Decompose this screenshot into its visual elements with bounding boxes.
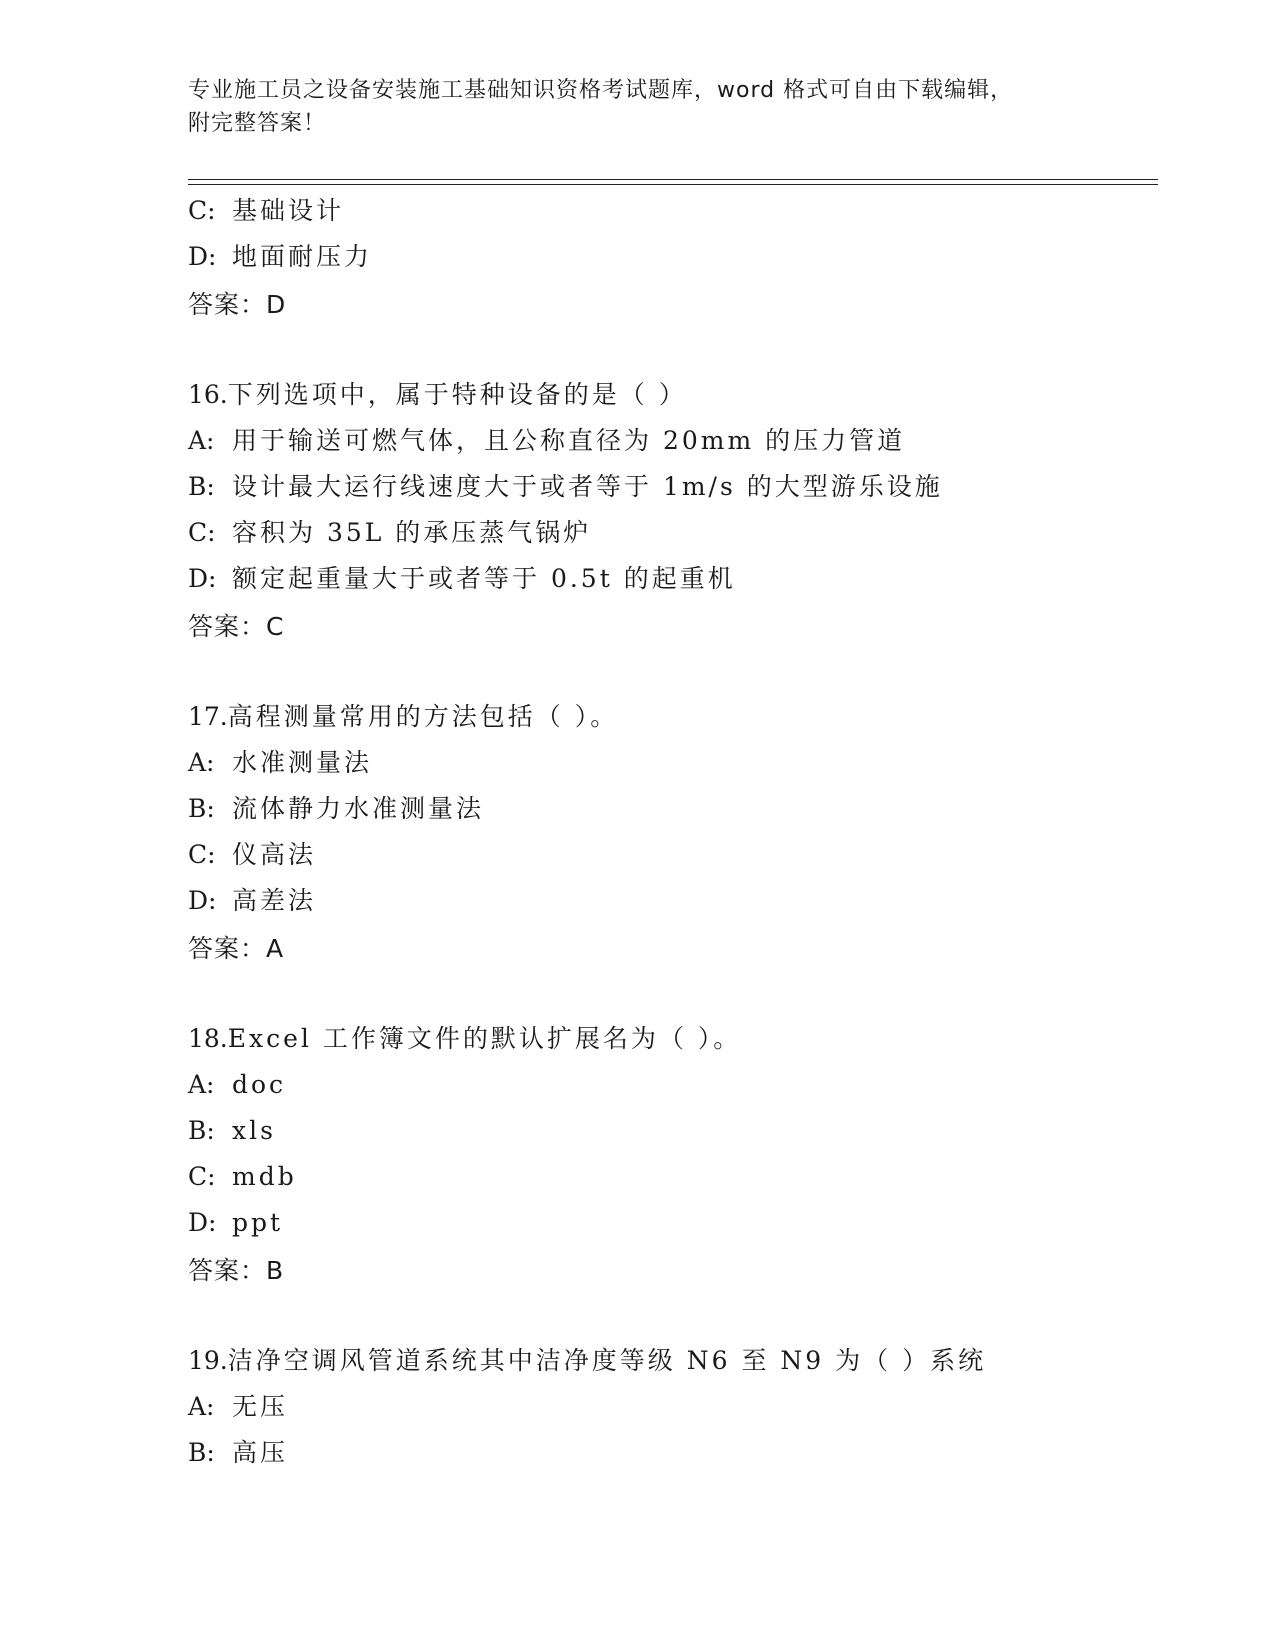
option-a: A: 水准测量法: [188, 748, 373, 777]
option-a: A: 无压: [188, 1392, 289, 1421]
header-line-1: 专业施工员之设备安装施工基础知识资格考试题库，word 格式可自由下载编辑，: [188, 78, 1014, 103]
option-b: B: 流体静力水准测量法: [188, 794, 485, 823]
option-c: C: mdb: [188, 1162, 297, 1191]
question-17-title: 17.高程测量常用的方法包括（ ）。: [188, 702, 619, 731]
header-divider-bottom: [188, 184, 1158, 185]
spacer: [188, 326, 1148, 372]
header-line-2: 附完整答案！: [188, 111, 327, 136]
question-18-title: 18.Excel 工作簿文件的默认扩展名为（ ）。: [188, 1024, 742, 1053]
question-list: [188, 188, 1148, 1476]
answer-line: 答案：A: [188, 934, 285, 963]
option-d: D: 地面耐压力: [188, 242, 373, 271]
option-b: B: 设计最大运行线速度大于或者等于 1m/s 的大型游乐设施: [188, 472, 943, 501]
spacer: [188, 970, 1148, 1016]
option-d: D: ppt: [188, 1208, 284, 1237]
question-16-title: 16.下列选项中，属于特种设备的是（ ）: [188, 380, 687, 409]
spacer: [188, 648, 1148, 694]
option-b: B: 高压: [188, 1438, 289, 1467]
option-c: C: 仪高法: [188, 840, 317, 869]
option-c: C: 基础设计: [188, 196, 345, 225]
option-d: D: 高差法: [188, 886, 317, 915]
option-a: A: 用于输送可燃气体，且公称直径为 20mm 的压力管道: [188, 426, 906, 455]
option-d: D: 额定起重量大于或者等于 0.5t 的起重机: [188, 564, 736, 593]
option-a: A: doc: [188, 1070, 287, 1099]
option-c: C: 容积为 35L 的承压蒸气锅炉: [188, 518, 592, 547]
option-b: B: xls: [188, 1116, 276, 1145]
spacer: [188, 1292, 1148, 1338]
answer-line: 答案：C: [188, 612, 285, 641]
answer-line: 答案：B: [188, 1256, 285, 1285]
answer-line: 答案：D: [188, 290, 287, 319]
header-divider-top: [188, 179, 1158, 180]
document-header: [188, 74, 1068, 140]
question-19-title: 19.洁净空调风管道系统其中洁净度等级 N6 至 N9 为（ ）系统: [188, 1346, 987, 1375]
